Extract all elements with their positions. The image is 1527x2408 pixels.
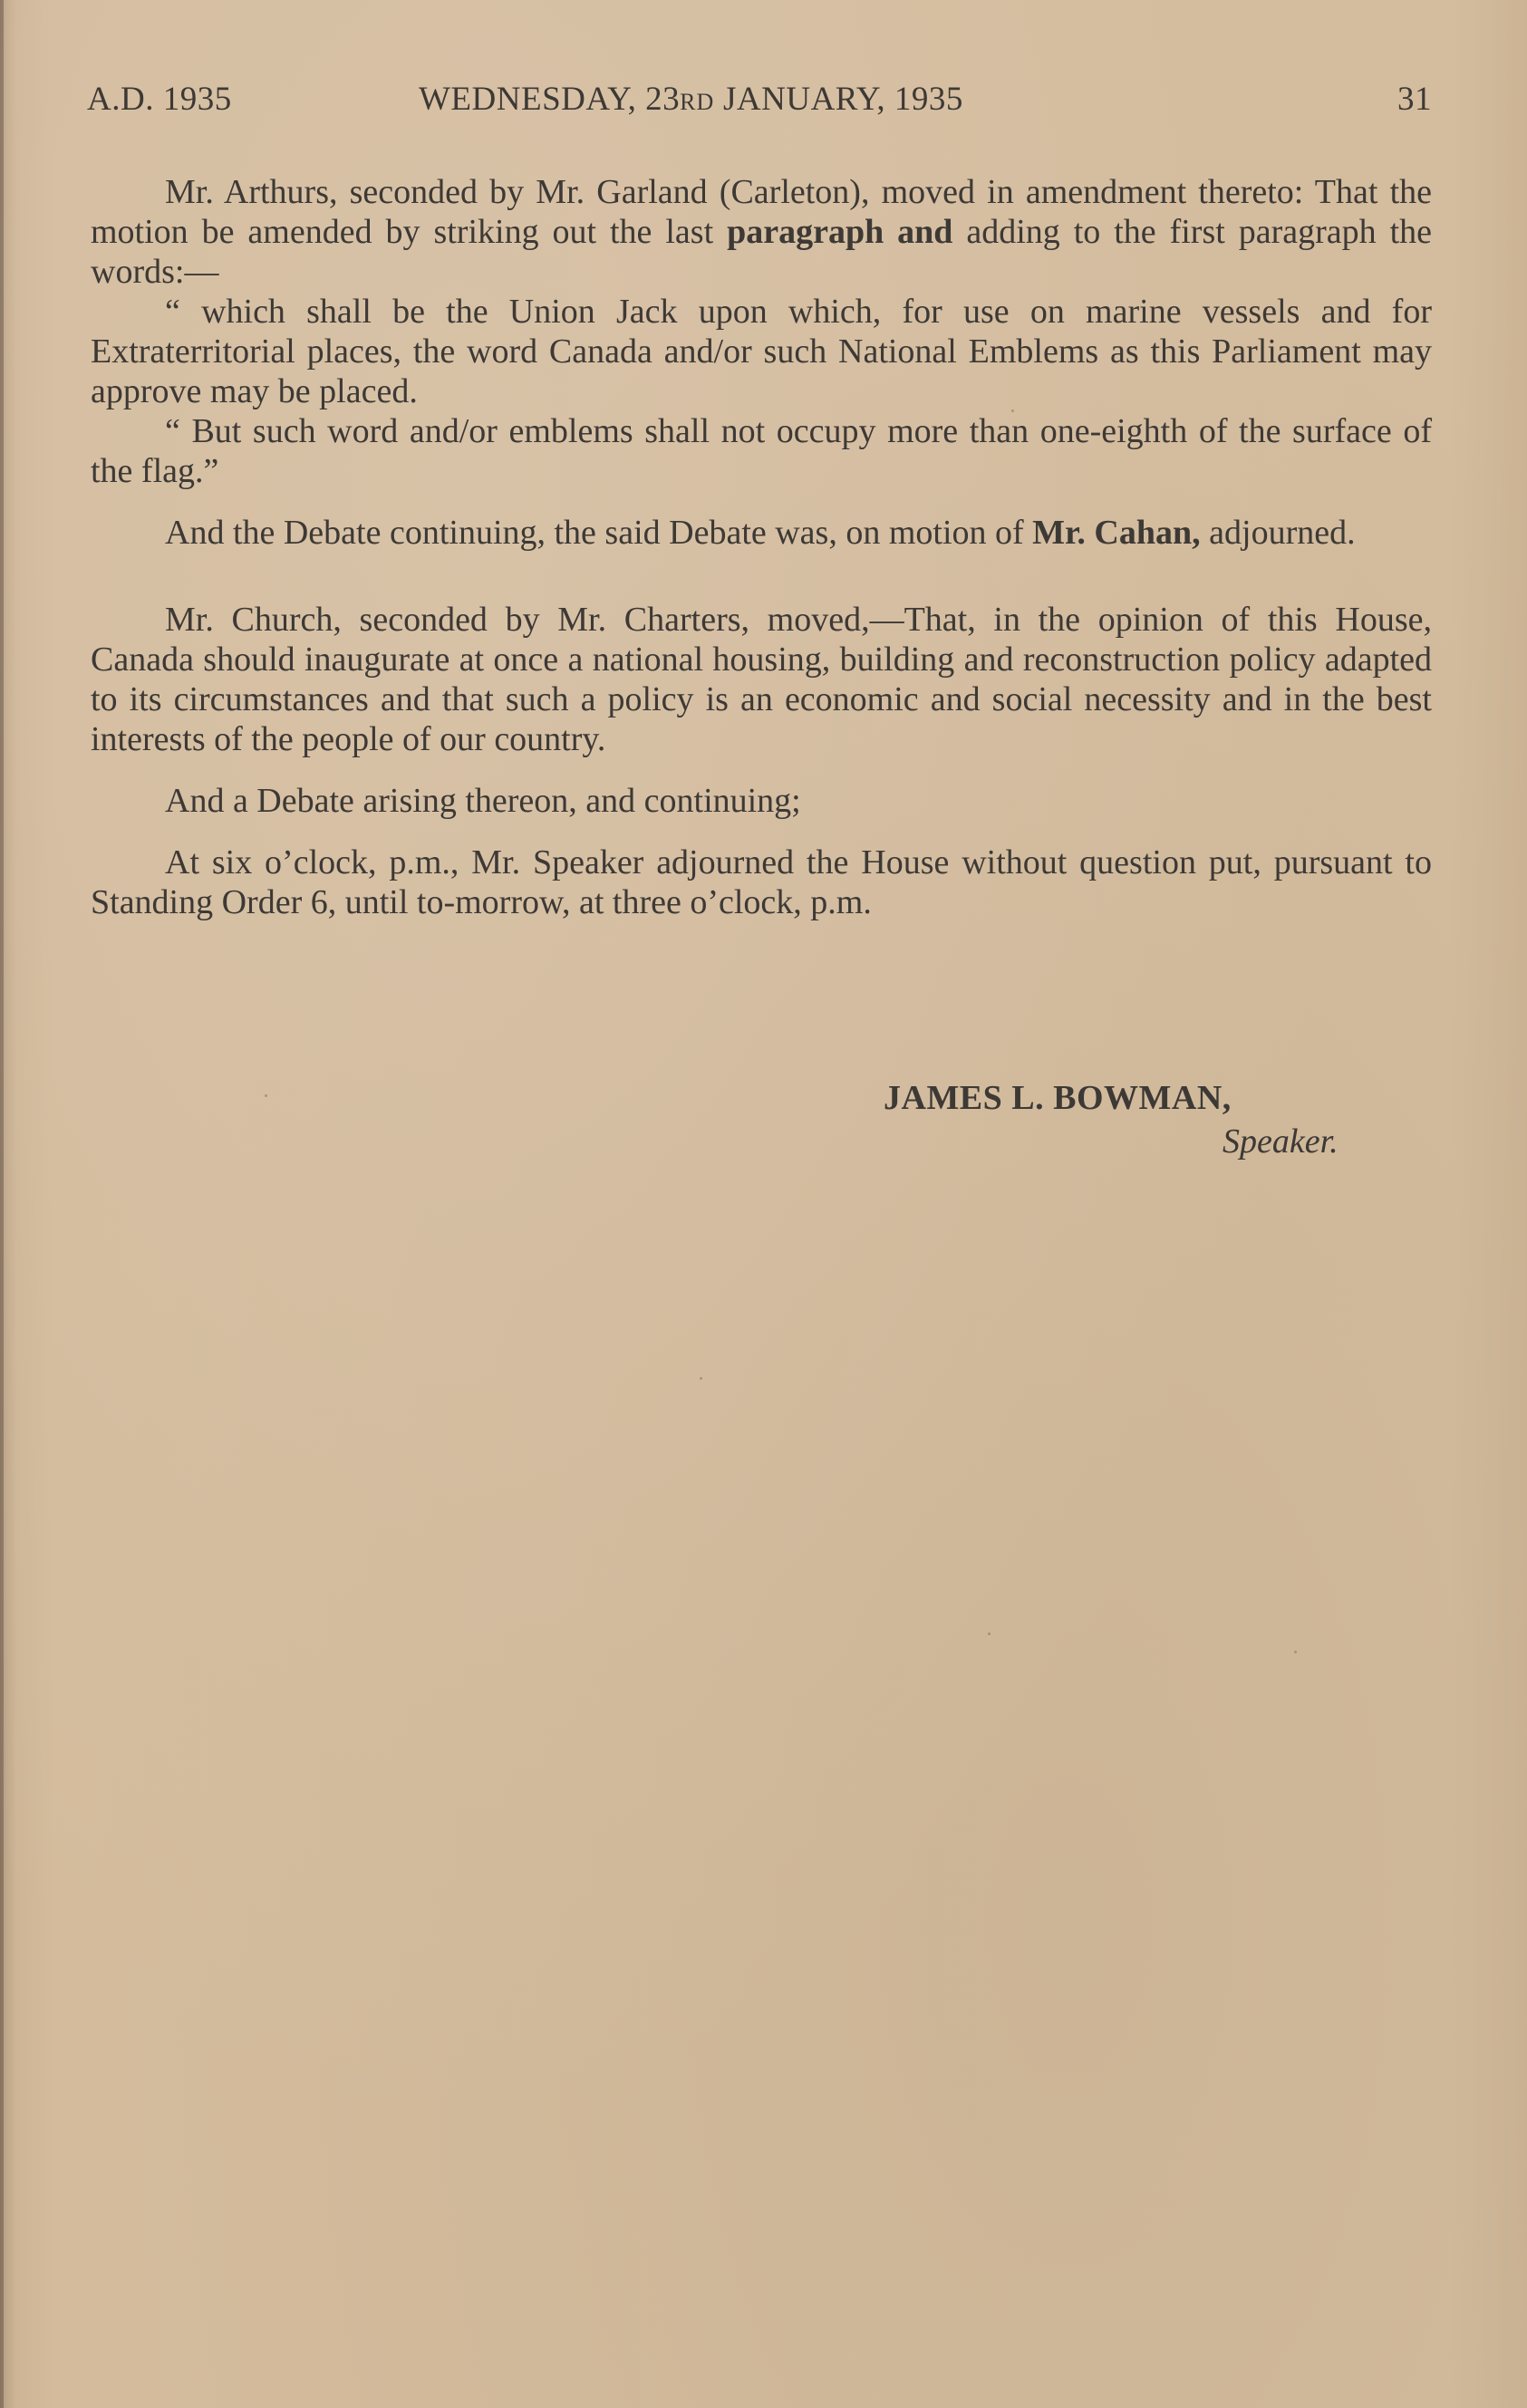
paragraph-emblem-quote: “ But such word and/or emblems shall not occupy more than one-eighth of the surface of the flag.” <box>91 412 1432 490</box>
paragraph-amendment <box>91 172 1432 292</box>
page-header <box>87 80 1432 125</box>
paragraph-debate-adjourned <box>91 513 1432 553</box>
amendment-tail: adding to the first paragraph the words:— <box>91 213 1433 291</box>
binding-edge <box>0 0 4 2408</box>
paper-speck <box>988 1633 991 1635</box>
page-number: 31 <box>1397 81 1432 118</box>
speaker-name: JAMES L. BOWMAN, <box>884 1079 1232 1117</box>
header-date-suffix: RD <box>680 89 715 115</box>
paper-speck <box>1294 1651 1297 1653</box>
amendment-bold-text: paragraph and <box>727 213 953 251</box>
paper-speck <box>1011 409 1014 412</box>
journal-body <box>91 172 1432 922</box>
signature-block <box>884 1076 1373 1163</box>
debate-text: And the Debate continuing, the said Debate was, on motion of <box>165 514 1033 552</box>
paragraph-debate-arising: And a Debate arising thereon, and continuing; <box>165 782 801 820</box>
paper-speck <box>700 1377 702 1380</box>
header-date <box>419 80 963 119</box>
header-date-day: WEDNESDAY, 23 <box>419 81 681 118</box>
paper-speck <box>265 1094 267 1097</box>
header-year: A.D. 1935 <box>87 81 232 118</box>
paragraph-housing-motion: Mr. Church, seconded by Mr. Charters, moved,—That, in the opinion of this House, Canada should inaugurate at once a national housing, building and reconstruction policy adapted to its circumstances and that such a policy is an economic and social necessity and in the best interests of the people of our country. <box>91 601 1432 758</box>
debate-tail: adjourned. <box>1200 514 1356 552</box>
amendment-text: Mr. Arthurs, seconded by Mr. Garland (Carleton), moved in amendment thereto: That the motion be amended by striking out the last <box>91 173 1432 251</box>
paragraph-adjournment: At six o’clock, p.m., Mr. Speaker adjourned the House without question put, pursuant to Standing Order 6, until to-morrow, at three o’clock, p.m. <box>91 843 1432 921</box>
paragraph-union-jack-quote: “ which shall be the Union Jack upon which, for use on marine vessels and for Extraterritorial places, the word Canada and/or such National Emblems as this Parliament may approve may be placed. <box>91 293 1432 410</box>
header-date-month-year: JANUARY, 1935 <box>714 81 963 118</box>
debate-mover: Mr. Cahan, <box>1032 514 1201 552</box>
speaker-title: Speaker. <box>1223 1122 1339 1161</box>
